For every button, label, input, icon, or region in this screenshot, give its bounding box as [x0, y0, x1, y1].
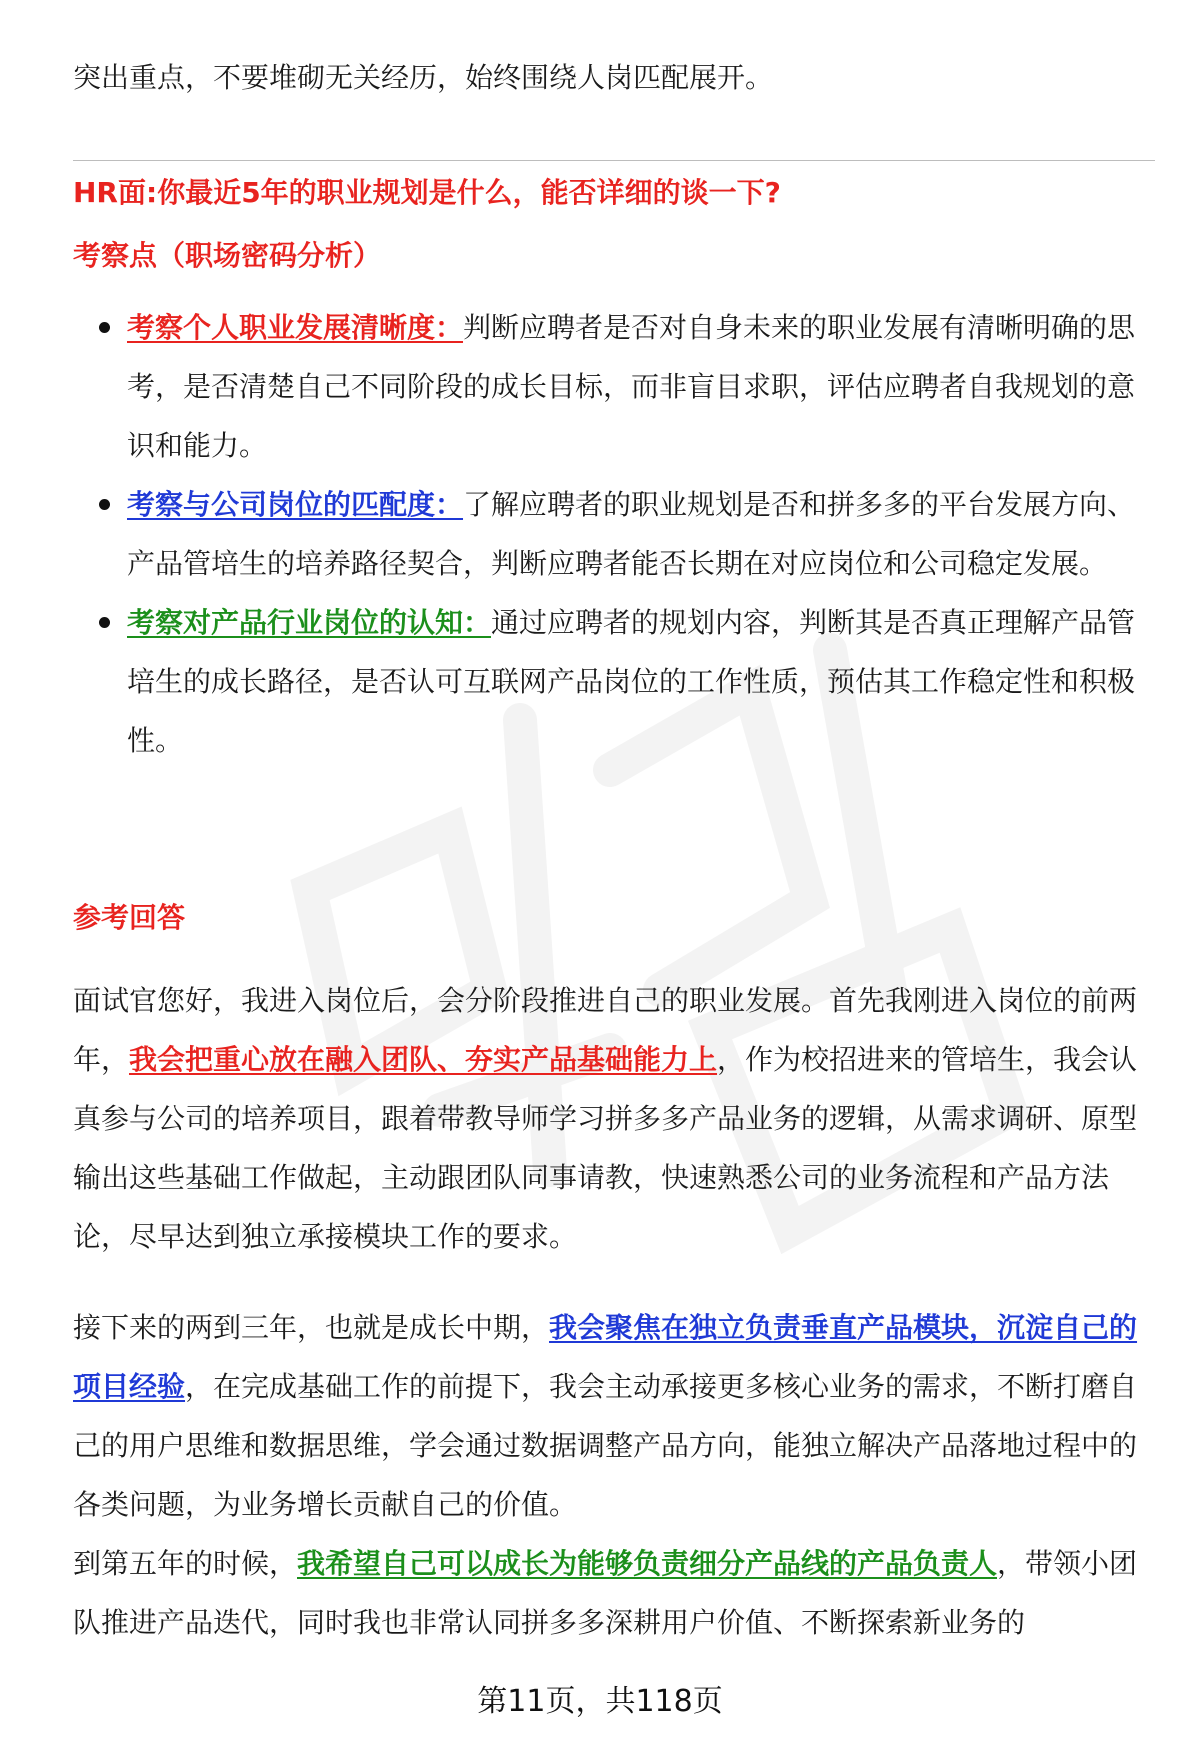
question-title: HR面:你最近5年的职业规划是什么，能否详细的谈一下? — [73, 176, 781, 209]
checkpoint-list — [73, 298, 1153, 770]
checkpoint-text: 判断应聘者是否对自身未来的职业发展有清晰明确的思考，是否清楚自己不同阶段的成长目标，而非盲目求职，评估应聘者自我规划的意识和能力。 — [127, 311, 1136, 462]
checkpoint-text: 了解应聘者的职业规划是否和拼多多的平台发展方向、产品管培生的培养路径契合，判断应聘者能否长期在对应岗位和公司稳定发展。 — [127, 488, 1136, 580]
answer-text: ，在完成基础工作的前提下，我会主动承接更多核心业务的需求，不断打磨自己的用户思维和数据思维，学会通过数据调整产品方向，能独立解决产品落地过程中的各类问题，为业务增长贡献自己的价值。 — [73, 1370, 1138, 1521]
checkpoint-title: 考察点（职场密码分析） — [73, 239, 382, 272]
answer-text: ，作为校招进来的管培生，我会认真参与公司的培养项目，跟着带教导师学习拼多多产品业务的逻辑，从需求调研、原型输出这些基础工作做起，主动跟团队同事请教，快速熟悉公司的业务流程和产品方法论，尽早达到独立承接模块工作的要求。 — [73, 1043, 1138, 1253]
bullet-icon — [99, 499, 110, 510]
checkpoint-item — [73, 475, 1153, 593]
checkpoint-item — [73, 298, 1153, 475]
bullet-icon — [99, 617, 110, 628]
answer-text: ，带领小团队推进产品迭代，同时我也非常认同拼多多深耕用户价值、不断探索新业务的 — [73, 1547, 1138, 1639]
intro-paragraph — [73, 48, 1153, 107]
question-heading — [73, 173, 1153, 213]
checkpoint-label: 考察个人职业发展清晰度： — [127, 311, 464, 344]
bullet-icon — [99, 322, 110, 333]
section-divider — [73, 160, 1155, 161]
page-number: 第11页，共118页 — [477, 1684, 723, 1719]
answer-paragraph-3 — [73, 1534, 1153, 1652]
answer-highlight: 我会聚焦在独立负责垂直产品模块，沉淀自己的项目经验 — [73, 1311, 1138, 1403]
answer-text: 到第五年的时候， — [73, 1547, 298, 1580]
checkpoint-label: 考察对产品行业岗位的认知： — [127, 606, 492, 639]
answer-highlight: 我希望自己可以成长为能够负责细分产品线的产品负责人 — [297, 1547, 998, 1580]
intro-text: 突出重点，不要堆砌无关经历，始终围绕人岗匹配展开。 — [73, 61, 774, 94]
checkpoint-item — [73, 593, 1153, 770]
answer-paragraph-1 — [73, 971, 1153, 1266]
checkpoint-label: 考察与公司岗位的匹配度： — [127, 488, 464, 521]
answer-paragraph-2 — [73, 1298, 1153, 1534]
answer-text: 接下来的两到三年，也就是成长中期， — [73, 1311, 550, 1344]
answer-highlight: 我会把重心放在融入团队、夯实产品基础能力上 — [129, 1043, 718, 1076]
answer-text: 面试官您好，我进入岗位后，会分阶段推进自己的职业发展。首先我刚进入岗位的前两年， — [73, 984, 1138, 1076]
checkpoint-text: 通过应聘者的规划内容，判断其是否真正理解产品管培生的成长路径，是否认可互联网产品岗位的工作性质，预估其工作稳定性和积极性。 — [127, 606, 1136, 757]
answer-title: 参考回答 — [73, 901, 186, 934]
checkpoint-heading — [73, 236, 1153, 276]
answer-heading — [73, 898, 1153, 938]
